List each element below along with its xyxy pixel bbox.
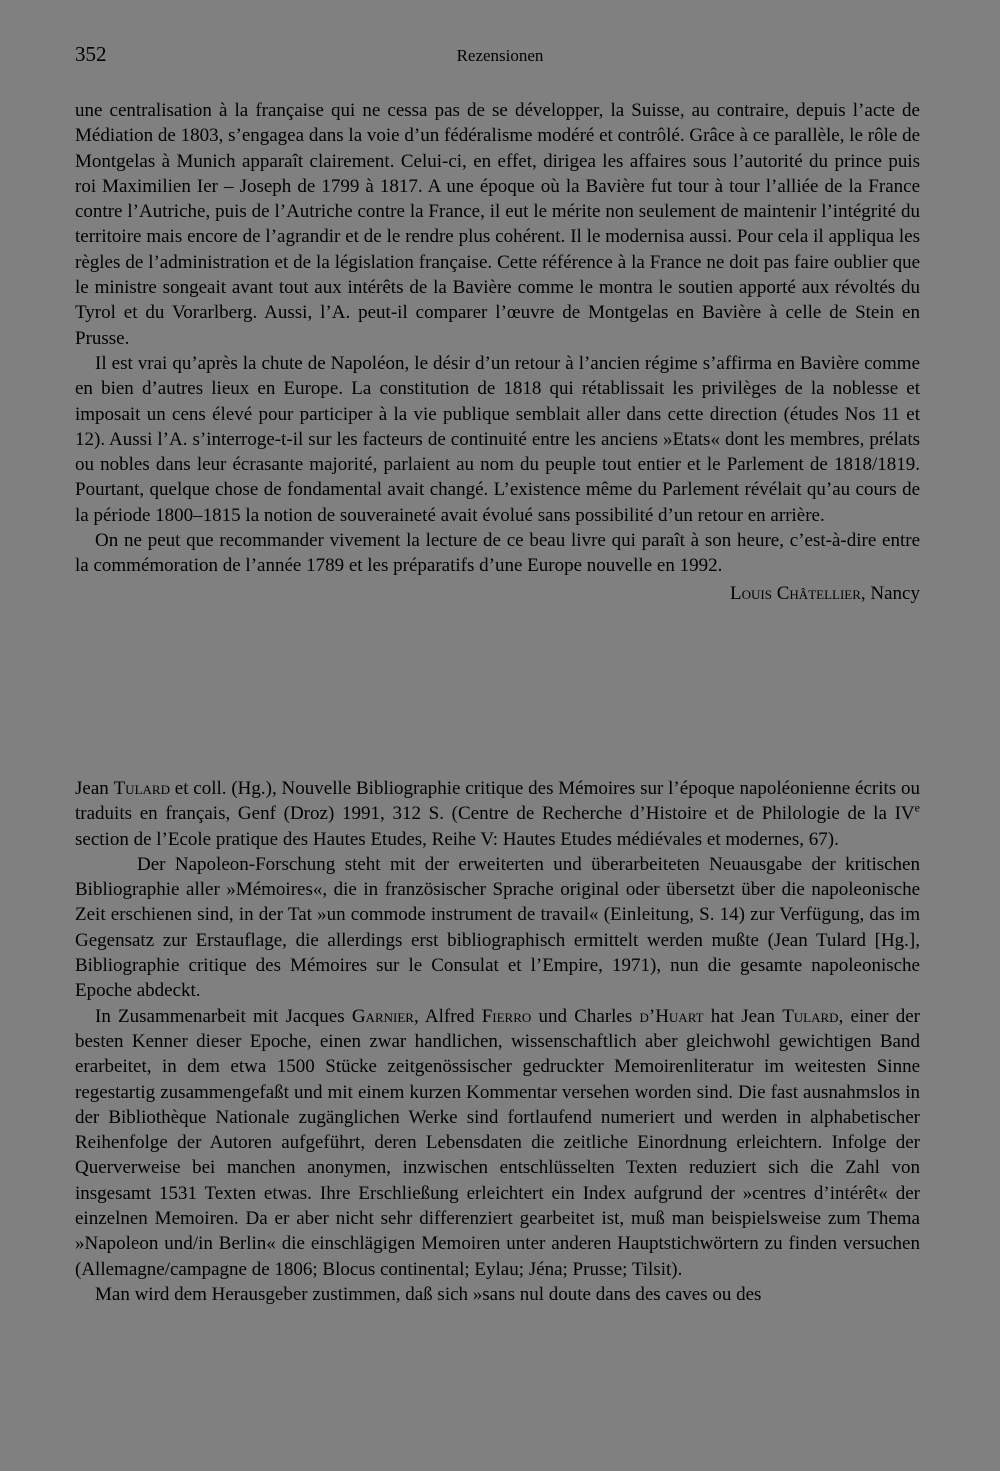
- text-run: , einer der besten Kenner dieser Epoche, einen zwar handlichen, wissenschaftlich aber gleichwohl gewichtigen Band erarbeitet, in dem etwa 1500 Stücke zeitgenössischer gedruckter Memoirenliteratur im weitesten Sinne regestartig zusammengefaßt und mit einem kurzen Kommentar versehen worden sind. Die fast ausnahmslos in der Bibliothèque Nationale zugänglichen Werke sind fortlaufend numeriert und werden in alphabetischer Reihenfolge der Autoren aufgeführt, deren Lebensdaten die zeitliche Einordnung erleichtern. Infolge der Querverweise bei manchen anonymen, inzwischen entschlüsselten Texten reduziert sich die Zahl von insgesamt 1531 Texten etwas. Ihre Erschließung erleichtert ein Index aufgrund der »centres d’intérêt« der einzelnen Memoiren. Da er aber nicht sehr differenziert gearbeitet ist, muß man beispielsweise zum Thema »Napoleon und/in Berlin« die einschlägigen Memoiren unter anderen Hauptstichwörtern zu finden versuchen (Allemagne/campagne de 1806; Blocus continental; Eylau; Jéna; Prusse; Tilsit).: [75, 1005, 921, 1280]
- author-name: Fierro: [481, 1005, 532, 1027]
- paragraph: Der Napoleon-Forschung steht mit der erweiterten und überarbeiteten Neuausgabe der kritischen Bibliographie aller »Mémoires«, die in französischer Sprache original oder übersetzt über die napoleonische Zeit erschienen sind, in der Tat »un commode instrument de travail« (Einleitung, S. 14) zur Verfügung, das im Gegensatz zur Erstauflage, die allerdings erst bibliographisch ermittelt werden mußte (Jean Tulard [Hg.], Bibliographie critique des Mémoires sur le Consulat et l’Empire, 1971), nun die gesamte napoleonische Epoche abdeckt.: [75, 853, 920, 1002]
- text-run: und Charles: [531, 1005, 640, 1027]
- paragraph: [75, 1004, 920, 1282]
- page-number: 352: [75, 42, 107, 66]
- author-name: d’Huart: [639, 1005, 704, 1027]
- citation-text: section de l’Ecole pratique des Hautes Etudes, Reihe V: Hautes Etudes médiévales et modernes, 67).: [75, 828, 839, 850]
- author-name: Garnier: [351, 1005, 414, 1027]
- reviewer-place: , Nancy: [860, 582, 920, 604]
- author-name: Tulard: [782, 1005, 839, 1027]
- citation-text: Jean: [75, 778, 114, 799]
- text-run: , Alfred: [413, 1005, 482, 1027]
- paragraph: On ne peut que recommander vivement la lecture de ce beau livre qui paraît à son heure, c’est-à-dire entre la commémoration de l’année 1789 et les préparatifs d’une Europe nouvelle en 1992.: [75, 530, 920, 577]
- paragraph: Il est vrai qu’après la chute de Napoléon, le désir d’un retour à l’ancien régime s’affirma en Bavière comme en bien d’autres lieux en Europe. La constitution de 1818 qui rétablissait les privilèges de la noblesse et imposait un cens élevé pour participer à la vie publique semblait aller dans cette direction (études Nos 11 et 12). Aussi l’A. s’interroge-t-il sur les facteurs de continuité entre les anciens »Etats« dont les membres, prélats ou nobles dans leur écrasante majorité, parlaient au nom du peuple tout entier et le Parlement de 1818/1819. Pourtant, quelque chose de fondamental avait changé. L’existence même du Parlement révélait qu’au cours de la période 1800–1815 la notion de souveraineté avait évolué sans possibilité d’un retour en arrière.: [75, 352, 920, 526]
- citation-superscript: e: [914, 800, 920, 815]
- paragraph: une centralisation à la française qui ne cessa pas de se développer, la Suisse, au contraire, depuis l’acte de Médiation de 1803, s’engagea dans la voie d’un fédéralisme modéré et contrôlé. Grâce à ce parallèle, le rôle de Montgelas à Munich apparaît clairement. Celui-ci, en effet, dirigea les affaires sous l’autorité du prince puis roi Maximilien Ier – Joseph de 1799 à 1817. A une époque où la Bavière fut tour à tour l’alliée de la France contre l’Autriche, puis de l’Autriche contre la France, il eut le mérite non seulement de maintenir l’intégrité du territoire mais encore de l’agrandir et de le rendre plus cohérent. Il le modernisa aussi. Pour cela il appliqua les règles de l’administration et de la législation française. Cette référence à la France ne doit pas faire oublier que le ministre songeait avant tout aux intérêts de la Bavière comme le montra le soutien apporté aux révoltés du Tyrol et du Vorarlberg. Aussi, l’A. peut-il comparer l’œuvre de Montgelas en Bavière à celle de Stein en Prusse.: [75, 100, 920, 349]
- reviewer-signature: [75, 581, 920, 606]
- review-german: [75, 776, 920, 1307]
- reviewer-name: Louis Châtellier: [730, 582, 861, 604]
- paragraph: Man wird dem Herausgeber zustimmen, daß sich »sans nul doute dans des caves ou des: [95, 1283, 762, 1305]
- review-french: [75, 98, 920, 606]
- text-run: In Zusammenarbeit mit Jacques: [95, 1005, 352, 1027]
- text-run: hat Jean: [703, 1005, 783, 1027]
- citation-author: Tulard: [113, 778, 170, 799]
- citation-text: et coll. (Hg.), Nouvelle Bibliographie critique des Mémoires sur l’époque napoléonienne écrits ou traduits en français, Genf (Droz) 1991, 312 S. (Centre de Recherche d’Histoire et de Philologie de la IV: [75, 778, 920, 825]
- page-header: [0, 42, 1000, 72]
- bibliographic-citation: [75, 776, 920, 852]
- running-title: Rezensionen: [456, 46, 544, 65]
